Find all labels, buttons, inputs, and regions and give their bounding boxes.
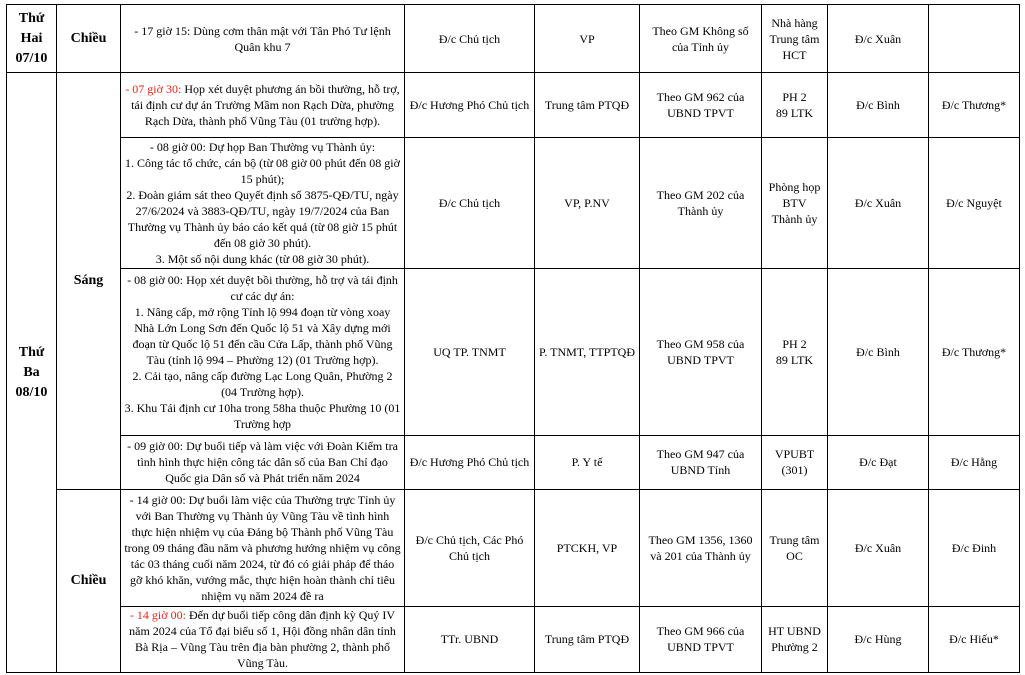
driver-cell: Đ/c Đạt	[828, 435, 929, 489]
reporter-cell: Đ/c Thương*	[929, 73, 1020, 138]
chair-cell: UQ TP. TNMT	[405, 269, 535, 435]
table-row	[7, 435, 1020, 489]
prepare-cell: P. Y tế	[535, 435, 640, 489]
driver-cell: Đ/c Xuân	[828, 489, 929, 606]
table-row	[7, 489, 1020, 606]
time-highlight: - 14 giờ 00:	[129, 608, 186, 623]
place-cell: Trung tâm OC	[762, 489, 828, 606]
driver-cell: Đ/c Bình	[828, 73, 929, 138]
time-highlight: - 07 giờ 30:	[125, 82, 182, 97]
prepare-cell: Trung tâm PTQĐ	[535, 606, 640, 672]
table-row	[7, 269, 1020, 435]
content-cell: - 09 giờ 00: Dự buổi tiếp và làm việc với Đoàn Kiểm tra tình hình thực hiện công tác dân số của Ban Chỉ đạo Quốc gia Dân số và Phát triển năm 2024	[121, 435, 405, 489]
reporter-cell: Đ/c Hiếu*	[929, 606, 1020, 672]
invite-cell: Theo GM 202 của Thành ủy	[640, 138, 762, 269]
chair-cell: Đ/c Hương Phó Chủ tịch	[405, 435, 535, 489]
place-cell: PH 2 89 LTK	[762, 73, 828, 138]
prepare-cell: P. TNMT, TTPTQĐ	[535, 269, 640, 435]
place-cell: Phòng họp BTV Thành ủy	[762, 138, 828, 269]
prepare-cell: VP, P.NV	[535, 138, 640, 269]
reporter-cell: Đ/c Đinh	[929, 489, 1020, 606]
prepare-cell: VP	[535, 5, 640, 73]
place-cell: PH 2 89 LTK	[762, 269, 828, 435]
table-row	[7, 5, 1020, 73]
schedule-table	[6, 4, 1020, 673]
place-cell: Nhà hàng Trung tâm HCT	[762, 5, 828, 73]
chair-cell: Đ/c Hương Phó Chủ tịch	[405, 73, 535, 138]
content-cell: - 07 giờ 30: Họp xét duyệt phương án bồi thường, hỗ trợ, tái định cư dự án Trường Mầm non Rạch Dừa, phường Rạch Dừa, thành phố Vũng Tàu (01 trường hợp).	[121, 73, 405, 138]
driver-cell: Đ/c Xuân	[828, 138, 929, 269]
prepare-cell: Trung tâm PTQĐ	[535, 73, 640, 138]
prepare-cell: PTCKH, VP	[535, 489, 640, 606]
chair-cell: Đ/c Chủ tịch, Các Phó Chủ tịch	[405, 489, 535, 606]
invite-cell: Theo GM Không số của Tỉnh ủy	[640, 5, 762, 73]
table-row	[7, 606, 1020, 672]
content-cell: - 17 giờ 15: Dùng cơm thân mật với Tân Phó Tư lệnh Quân khu 7	[121, 5, 405, 73]
content-cell: - 08 giờ 00: Dự họp Ban Thường vụ Thành ủy: 1. Công tác tổ chức, cán bộ (từ 08 giờ 00 phút đến 08 giờ 15 phút); 2. Đoàn giám sát theo Quyết định số 3875-QĐ/TU, ngày 27/6/2024 và 3883-QĐ/TU, ngày 19/7/2024 của Ban Thường vụ Thành ủy báo cáo kết quả (từ 08 giờ 15 phút đến 08 giờ 30 phút). 3. Một số nội dung khác (từ 08 giờ 30 phút).	[121, 138, 405, 269]
content-cell: - 14 giờ 00: Đến dự buổi tiếp công dân định kỳ Quý IV năm 2024 của Tổ đại biểu số 1, Hội đồng nhân dân tỉnh Bà Rịa – Vũng Tàu trên địa bàn phường 2, thành phố Vũng Tàu.	[121, 606, 405, 672]
driver-cell: Đ/c Bình	[828, 269, 929, 435]
table-row	[7, 73, 1020, 138]
content-cell: - 14 giờ 00: Dự buổi làm việc của Thường trực Tỉnh ủy với Ban Thường vụ Thành ủy Vũng Tàu về tình hình thực hiện nhiệm vụ của Đảng bộ Thành phố Vũng Tàu trong 09 tháng đầu năm và phương hướng nhiệm vụ công tác 03 tháng cuối năm 2024, từ đó có giải pháp để tháo gỡ khó khăn, vướng mắc, thực hiện hoàn thành chỉ tiêu nhiệm vụ năm 2024 đề ra	[121, 489, 405, 606]
reporter-cell	[929, 5, 1020, 73]
session-cell: Chiều	[57, 489, 121, 672]
reporter-cell: Đ/c Thương*	[929, 269, 1020, 435]
invite-cell: Theo GM 958 của UBND TPVT	[640, 269, 762, 435]
invite-cell: Theo GM 947 của UBND Tỉnh	[640, 435, 762, 489]
table-row	[7, 138, 1020, 269]
invite-cell: Theo GM 962 của UBND TPVT	[640, 73, 762, 138]
day-cell: Thứ Ba 08/10	[7, 73, 57, 673]
place-cell: HT UBND Phường 2	[762, 606, 828, 672]
reporter-cell: Đ/c Nguyệt	[929, 138, 1020, 269]
session-cell: Chiều	[57, 5, 121, 73]
driver-cell: Đ/c Hùng	[828, 606, 929, 672]
driver-cell: Đ/c Xuân	[828, 5, 929, 73]
chair-cell: Đ/c Chủ tịch	[405, 138, 535, 269]
invite-cell: Theo GM 966 của UBND TPVT	[640, 606, 762, 672]
session-cell: Sáng	[57, 73, 121, 490]
invite-cell: Theo GM 1356, 1360 và 201 của Thành ủy	[640, 489, 762, 606]
content-cell: - 08 giờ 00: Họp xét duyệt bồi thường, hỗ trợ và tái định cư các dự án: 1. Nâng cấp, mở rộng Tỉnh lộ 994 đoạn từ vòng xoay Nhà Lớn Long Sơn đến Quốc lộ 51 và Xây dựng mới đoạn từ Quốc lộ 51 đến cầu Cửa Lấp, thành phố Vũng Tàu (tỉnh lộ 994 – Phường 12) (01 Trường hợp). 2. Cải tạo, nâng cấp đường Lạc Long Quân, Phường 2 (04 Trường hợp). 3. Khu Tái định cư 10ha trong 58ha thuộc Phường 10 (01 Trường hợp	[121, 269, 405, 435]
place-cell: VPUBT (301)	[762, 435, 828, 489]
reporter-cell: Đ/c Hằng	[929, 435, 1020, 489]
chair-cell: Đ/c Chủ tịch	[405, 5, 535, 73]
day-cell: Thứ Hai 07/10	[7, 5, 57, 73]
chair-cell: TTr. UBND	[405, 606, 535, 672]
